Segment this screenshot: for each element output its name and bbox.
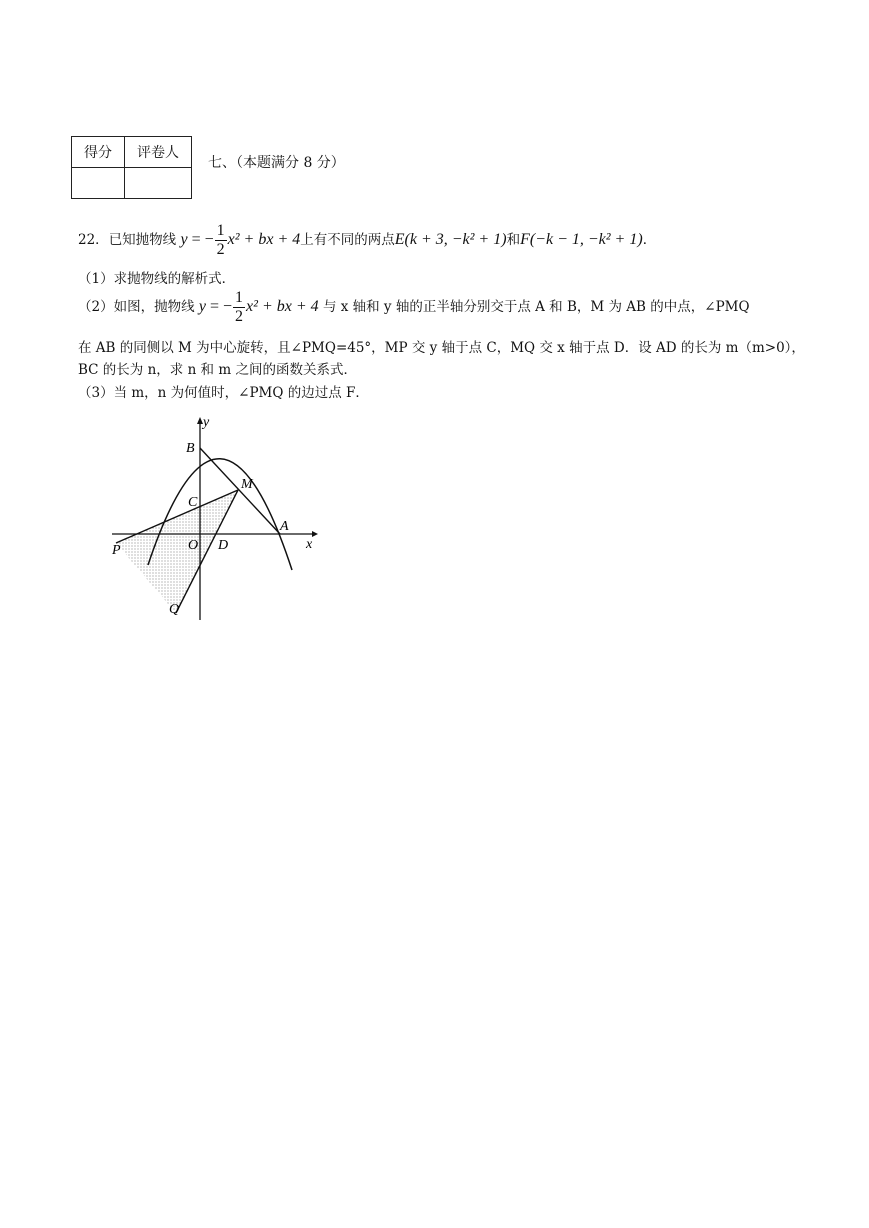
part2-a: （2）如图，抛物线: [78, 299, 195, 315]
label-P: P: [112, 543, 121, 558]
frac-num-2: 1: [235, 289, 244, 306]
score-table: [71, 136, 192, 199]
part-2-line-2: 在 AB 的同侧以 M 为中心旋转，且∠PMQ=45°，MP 交 y 轴于点 C，MQ 交 x 轴于点 D．设 AD 的长为 m（m>0），: [78, 340, 805, 356]
part-1: （1）求抛物线的解析式．: [78, 271, 236, 287]
problem-line-1: [78, 222, 656, 259]
label-Q: Q: [169, 602, 180, 617]
part-3: （3）当 m，n 为何值时，∠PMQ 的边过点 F．: [78, 385, 369, 401]
point-F: F(−k − 1, −k² + 1): [520, 231, 643, 248]
frac-den-2: 2: [235, 308, 244, 325]
point-E: E(k + 3, −k² + 1): [394, 231, 507, 248]
label-M: M: [241, 477, 253, 492]
section-title: 七、（本题满分 8 分）: [208, 155, 345, 171]
label-y: y: [203, 415, 210, 430]
score-cell: [72, 168, 125, 199]
label-A: A: [280, 519, 289, 534]
eq-eq: = −: [187, 231, 214, 248]
label-B: B: [186, 441, 195, 456]
eq-rest-2: x² + bx + 4: [246, 298, 319, 315]
part-2-line-3: BC 的长为 n，求 n 和 m 之间的函数关系式．: [78, 362, 357, 378]
parabola-figure: [104, 410, 334, 625]
intro-before: 已知抛物线: [108, 232, 177, 248]
intro-mid: 上有不同的两点: [300, 232, 395, 248]
problem-number: 22．: [78, 232, 109, 248]
grader-cell: [125, 168, 192, 199]
score-header: 得分: [72, 137, 125, 168]
frac-num: 1: [216, 222, 225, 239]
label-x: x: [306, 537, 313, 552]
label-O: O: [188, 538, 199, 553]
part2-b: 与 x 轴和 y 轴的正半轴分别交于点 A 和 B，M 为 AB 的中点，∠PMQ: [322, 299, 750, 315]
eq-y-2: y: [198, 298, 206, 315]
part-2-line-1: [78, 289, 750, 326]
x-axis-arrow: [312, 531, 318, 537]
and-word: 和: [506, 232, 521, 248]
label-C: C: [188, 495, 198, 510]
fraction: [215, 222, 227, 259]
fraction-2: [233, 289, 245, 326]
intro-end: ．: [642, 232, 657, 248]
eq-y: y: [180, 231, 188, 248]
frac-den: 2: [216, 241, 225, 258]
label-D: D: [218, 538, 229, 553]
eq-eq-2: = −: [206, 298, 233, 315]
eq-rest: x² + bx + 4: [227, 231, 301, 248]
grader-header: 评卷人: [125, 137, 192, 168]
